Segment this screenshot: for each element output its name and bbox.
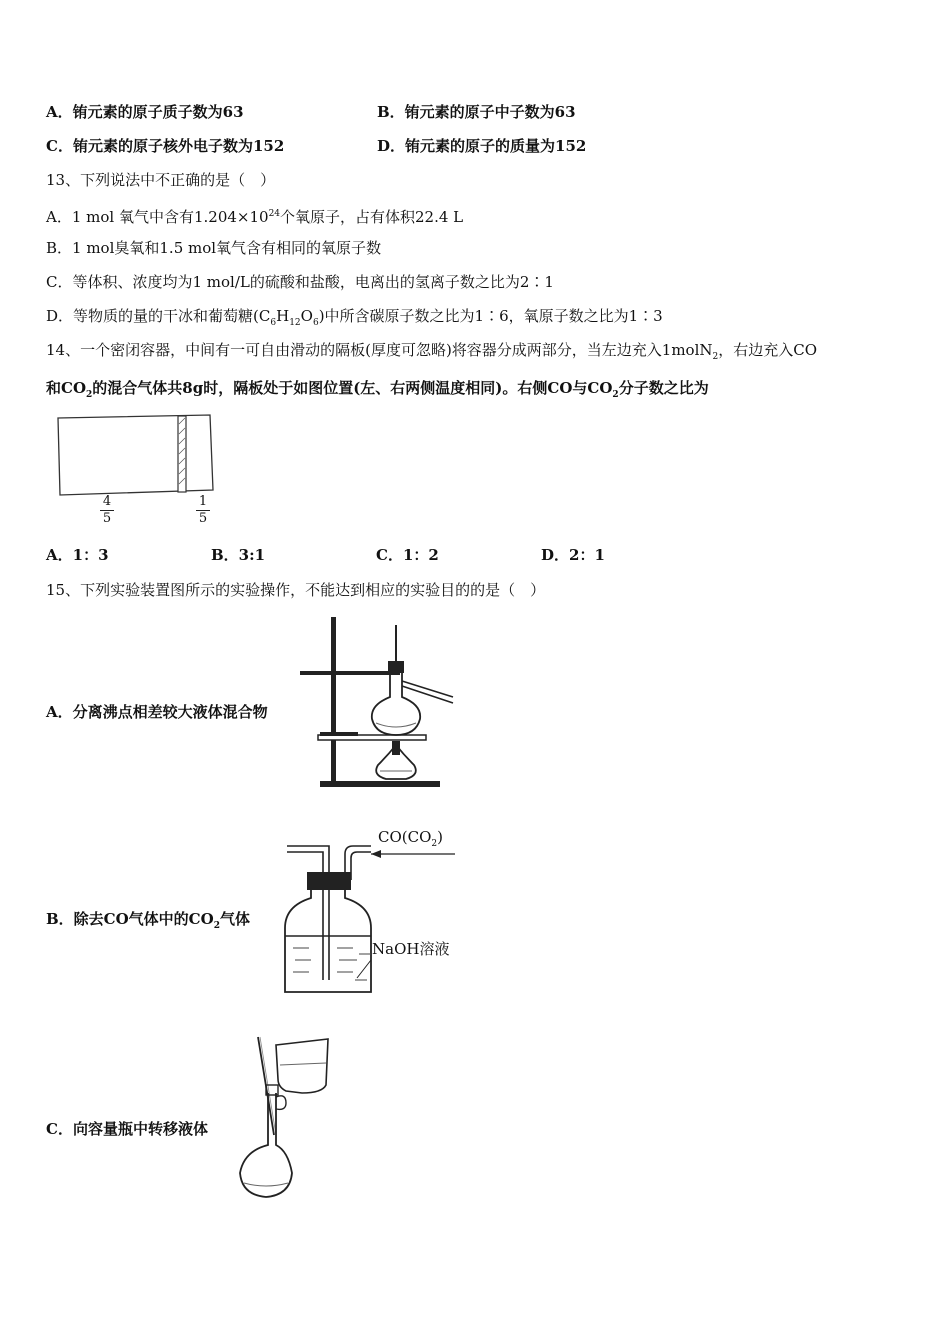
gas-label-subscript: 2 — [431, 839, 438, 849]
container-figure — [50, 410, 220, 535]
q14-option-a: A．1：3 — [46, 546, 109, 564]
fraction-right — [196, 495, 210, 526]
beaker — [276, 1039, 328, 1093]
q15-option-c: C．向容量瓶中转移液体 — [46, 1120, 208, 1138]
q14-stem-text: 分子数之比为 — [618, 379, 709, 397]
q15-option-b — [46, 908, 250, 931]
q13-formula-sub: 6 — [312, 318, 319, 328]
q13-option-a-exponent: 24 — [268, 209, 281, 219]
q13-option-c: C．等体积、浓度均为1 mol/L的硫酸和盐酸，电离出的氢离子数之比为2∶1 — [46, 273, 554, 291]
q14-stem-text: ，右边充入CO — [718, 341, 818, 359]
fraction-left-numerator: 4 — [102, 494, 112, 509]
q13-option-d-text: D．等物质的量的干冰和葡萄糖(C — [46, 307, 271, 325]
q14-option-c: C．1：2 — [376, 546, 439, 564]
distillation-apparatus-figure — [298, 615, 458, 790]
q13-option-a-text-end: 个氧原子，占有体积22.4 L — [280, 208, 464, 226]
q15-subscript: 2 — [213, 921, 220, 931]
q15-stem: 15、下列实验装置图所示的实验操作，不能达到相应的实验目的的是（ ） — [46, 581, 546, 599]
fraction-left — [100, 495, 114, 526]
q14-stem-text: 和CO — [46, 379, 87, 397]
stopper — [388, 661, 404, 673]
q12-option-c: C．铕元素的原子核外电子数为152 — [46, 137, 285, 155]
q14-stem-line1 — [46, 340, 817, 367]
q13-formula-o: O — [300, 307, 313, 325]
container-outline — [58, 415, 213, 495]
q14-stem-text: 14、一个密闭容器，中间有一可自由滑动的隔板(厚度可忽略)将容器分成两部分，当左边充入1molN — [46, 341, 713, 359]
q12-option-a: A．铕元素的原子质子数为63 — [46, 103, 244, 121]
q14-stem-text: 的混合气体共8g时，隔板处于如图位置(左、右两侧温度相同)。右侧CO与CO — [92, 379, 613, 397]
q12-option-b: B．铕元素的原子中子数为63 — [377, 103, 576, 121]
q14-subscript: 2 — [612, 390, 619, 400]
q14-option-b: B．3:1 — [211, 546, 266, 564]
q13-option-d — [46, 306, 663, 333]
q12-option-d: D．铕元素的原子的质量为152 — [377, 137, 587, 155]
inlet-tube — [287, 852, 323, 980]
flask-stopper — [276, 1096, 286, 1110]
clamp-arm — [300, 671, 400, 675]
q14-subscript: 2 — [712, 352, 719, 362]
q14-subscript: 2 — [86, 390, 93, 400]
q15-option-b-text: B．除去CO气体中的CO — [46, 910, 214, 928]
gas-label-text-end: ) — [437, 828, 443, 846]
fraction-right-denominator: 5 — [198, 511, 208, 526]
q13-formula-sub: 6 — [270, 318, 277, 328]
q13-formula-h: H — [276, 307, 290, 325]
iron-stand-rod — [331, 617, 336, 785]
volumetric-flask-figure — [230, 1035, 340, 1205]
gas-washing-bottle-figure — [275, 820, 475, 1005]
rubber-stopper — [307, 872, 351, 890]
distillation-flask — [372, 673, 420, 735]
q13-stem: 13、下列说法中不正确的是（ ） — [46, 171, 276, 189]
gas-label-text: CO(CO — [378, 828, 432, 846]
fraction-left-denominator: 5 — [102, 511, 112, 526]
q15-option-a: A．分离沸点相差较大液体混合物 — [46, 703, 268, 721]
q13-formula-sub: 12 — [289, 318, 301, 328]
q14-option-d: D．2：1 — [541, 546, 605, 564]
q13-option-a — [46, 204, 463, 227]
iron-stand-base — [320, 781, 440, 787]
q13-option-b: B．1 mol臭氧和1.5 mol氧气含有相同的氧原子数 — [46, 239, 382, 257]
fraction-right-numerator: 1 — [198, 494, 208, 509]
q14-stem-line2 — [46, 378, 709, 405]
q13-option-a-text: A．1 mol 氧气中含有1.204×10 — [46, 208, 269, 226]
gas-label — [378, 828, 443, 849]
q13-option-d-text-end: )中所含碳原子数之比为1∶6，氧原子数之比为1∶3 — [318, 307, 663, 325]
q15-option-b-text-end: 气体 — [219, 910, 250, 928]
solution-label: NaOH溶液 — [372, 940, 450, 958]
